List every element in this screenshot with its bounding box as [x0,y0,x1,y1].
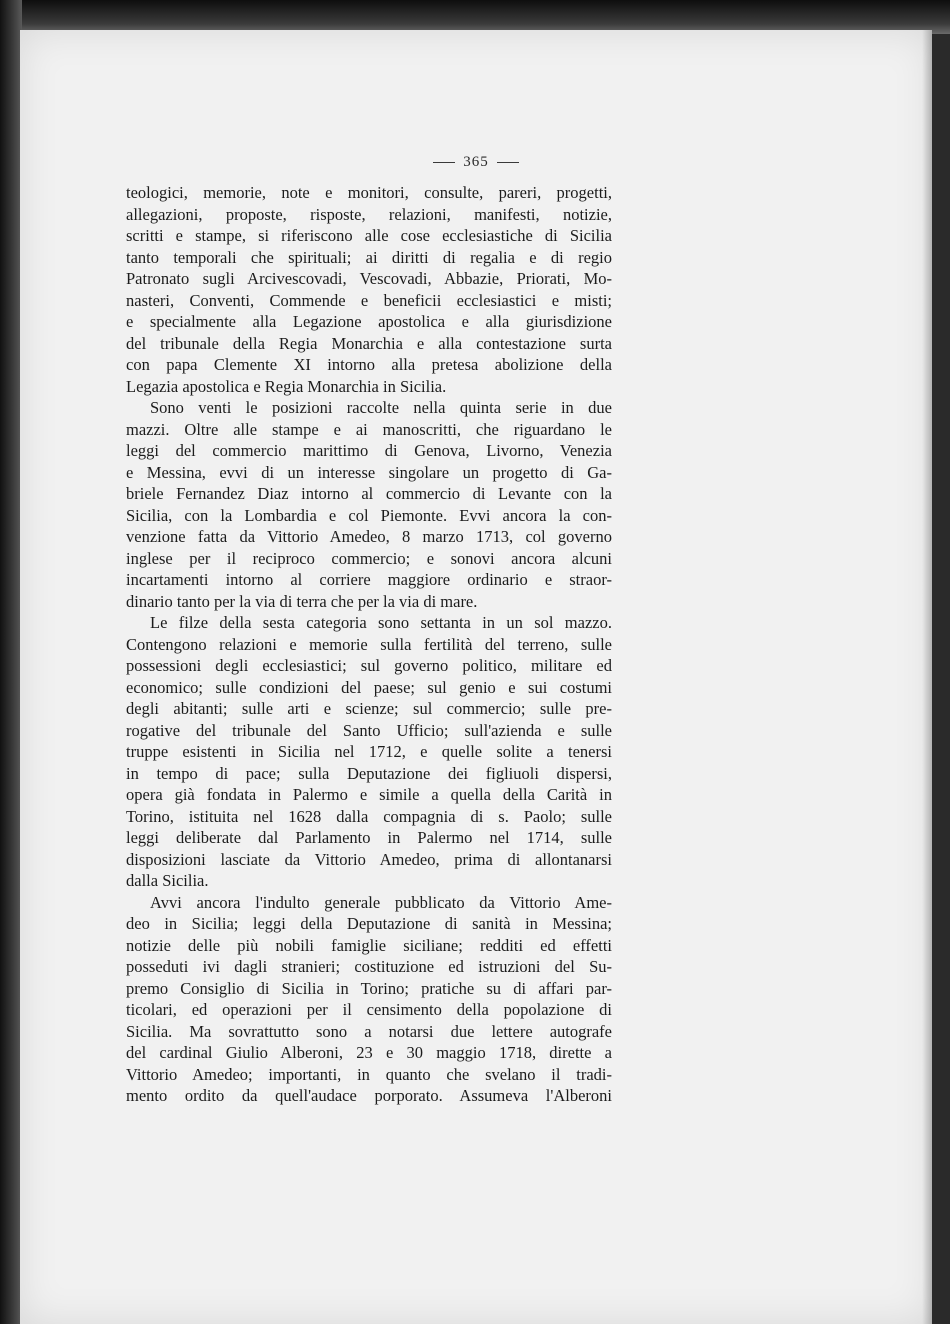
scan-border-left [0,0,22,1324]
text-line: dinario tanto per la via di terra che per la via di mare. [126,591,478,611]
text-line: Sicilia. Ma sovrattutto sono a notarsi due lettere autografe [126,1021,612,1041]
text-line: disposizioni lasciate da Vittorio Amedeo, prima di allontanarsi [126,849,612,869]
text-line: Sono venti le posizioni raccolte nella quinta serie in due [150,398,612,417]
header-dash-left [433,162,455,163]
text-line: mazzi. Oltre alle stampe e ai manoscritti, che riguardano le [126,419,612,439]
text-line: incartamenti intorno al corriere maggiore ordinario e straor- [126,570,612,589]
text-line: e specialmente alla Legazione apostolica e alla giurisdizione [126,312,612,331]
page-header [20,154,932,171]
book-page [20,30,932,1324]
text-line: briele Fernandez Diaz intorno al commercio di Levante con la [126,484,612,503]
text-line: notizie delle più nobili famiglie siciliane; redditi ed effetti [126,935,612,955]
text-line: Legazia apostolica e Regia Monarchia in Sicilia. [126,376,447,396]
text-line: Torino, istituita nel 1628 dalla compagnia di s. Paolo; sulle [126,806,612,826]
text-line: scritti e stampe, si riferiscono alle cose ecclesiastiche di Sicilia [126,226,612,245]
text-line: tanto temporali che spirituali; ai diritti di regalia e di regio [126,247,612,267]
text-line: rogative del tribunale del Santo Ufficio; sull'azienda e sulle [126,720,612,740]
text-line: dalla Sicilia. [126,871,209,890]
text-line: nasteri, Conventi, Commende e beneficii ecclesiastici e misti; [126,290,612,310]
text-line: inglese per il reciproco commercio; e sonovi ancora alcuni [126,548,612,568]
text-line: economico; sulle condizioni del paese; sul genio e sui costumi [126,677,612,697]
text-line: ticolari, ed operazioni per il censimento della popolazione di [126,1000,612,1019]
page-number: 365 [463,154,489,170]
header-dash-right [497,162,519,163]
text-line: mento ordito da quell'audace porporato. Assumeva l'Alberoni [126,1086,612,1105]
text-line: in tempo di pace; sulla Deputazione dei figliuoli dispersi, [126,763,612,783]
text-line: leggi deliberate dal Parlamento in Palermo nel 1714, sulle [126,828,612,847]
text-line: Le filze della sesta categoria sono settanta in un sol mazzo. [150,613,612,632]
text-line: venzione fatta da Vittorio Amedeo, 8 marzo 1713, col governo [126,527,612,546]
text-line: premo Consiglio di Sicilia in Torino; pratiche su di affari par- [126,978,612,998]
text-line: teologici, memorie, note e monitori, consulte, pareri, progetti, [126,183,612,202]
text-line: leggi del commercio marittimo di Genova, Livorno, Venezia [126,441,612,460]
text-line: opera già fondata in Palermo e simile a quella della Carità in [126,785,612,804]
text-line: del cardinal Giulio Alberoni, 23 e 30 maggio 1718, dirette a [126,1043,612,1062]
text-line: posseduti ivi dagli stranieri; costituzione ed istruzioni del Su- [126,957,612,976]
body-text [126,182,612,1107]
text-line: Vittorio Amedeo; importanti, in quanto che svelano il tradi- [126,1064,612,1084]
text-line: Sicilia, con la Lombardia e col Piemonte. Evvi ancora la con- [126,505,612,525]
text-line: con papa Clemente XI intorno alla pretesa abolizione della [126,355,612,374]
text-line: deo in Sicilia; leggi della Deputazione di sanità in Messina; [126,914,612,933]
text-line: del tribunale della Regia Monarchia e alla contestazione surta [126,333,612,353]
text-line: Avvi ancora l'indulto generale pubblicato da Vittorio Ame- [150,892,612,912]
text-line: Contengono relazioni e memorie sulla fertilità del terreno, sulle [126,634,612,654]
text-line: degli abitanti; sulle arti e scienze; sul commercio; sulle pre- [126,699,612,718]
text-line: allegazioni, proposte, risposte, relazioni, manifesti, notizie, [126,204,612,224]
text-line: possessioni degli ecclesiastici; sul governo politico, militare ed [126,656,612,675]
scan-border-top [0,0,950,34]
text-line: truppe esistenti in Sicilia nel 1712, e quelle solite a tenersi [126,742,612,761]
text-line: e Messina, evvi di un interesse singolare un progetto di Ga- [126,462,612,482]
text-line: Patronato sugli Arcivescovadi, Vescovadi, Abbazie, Priorati, Mo- [126,269,612,288]
